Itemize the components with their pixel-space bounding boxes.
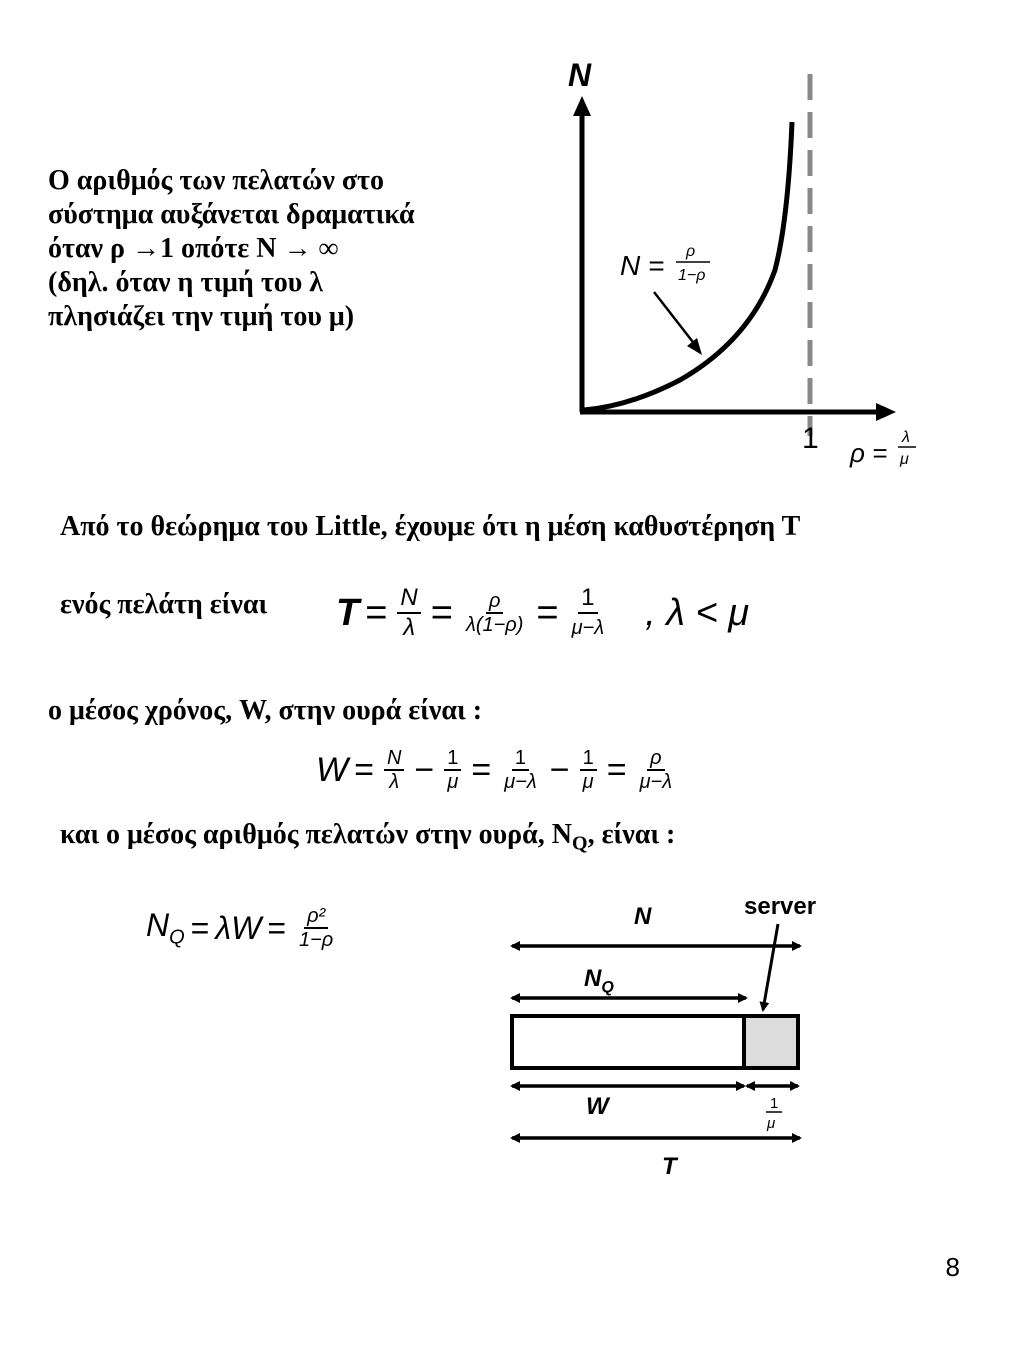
x-axis-label-lhs: ρ =	[850, 438, 888, 468]
w-frac-rho: ρ	[647, 747, 664, 771]
nq-formula-lambda-w: λW	[215, 909, 262, 946]
w-frac-mu-lambda-b: μ−λ	[639, 771, 673, 793]
delay-formula-eq-1: =	[365, 591, 388, 634]
diagram-label-server: server	[744, 893, 817, 920]
delay-formula-eq-2: =	[430, 591, 453, 634]
nq-formula-eq-1: =	[190, 909, 210, 946]
page-number: 8	[945, 1252, 960, 1282]
delay-formula-frac-one	[569, 584, 607, 642]
w-frac-n: N	[384, 747, 404, 771]
x-axis-arrowhead	[876, 403, 896, 421]
diagram-label-mu-numerator: 1	[770, 1095, 779, 1112]
curve-label-lhs: N =	[620, 250, 665, 281]
waiting-formula-w: W	[316, 750, 349, 789]
queue-count-sentence	[60, 818, 675, 861]
server-pointer-arrow	[763, 924, 778, 1010]
intro-line-3-part-b: οπότε Ν → ∞	[174, 233, 339, 264]
queue-count-formula	[146, 898, 340, 958]
diagram-label-w: W	[586, 1093, 609, 1120]
delay-formula-frac-rho	[463, 590, 526, 636]
little-theorem-sentence: Από το θεώρημα του Little, έχουμε ότι η μέση καθυστέρηση Τ	[60, 511, 801, 542]
waiting-formula-eq-2: =	[471, 750, 492, 789]
waiting-formula-frac-rho	[637, 747, 675, 793]
delay-formula-t: T	[336, 591, 360, 634]
diagram-label-nq-n: N	[584, 965, 602, 992]
little-lead-text: ενός πελάτη είναι	[60, 589, 268, 620]
waiting-formula-eq-1: =	[354, 750, 374, 789]
waiting-formula-frac-one-mu-a	[444, 747, 461, 793]
frac-one: 1	[578, 584, 597, 614]
w-frac-mu-lambda-a: μ−λ	[504, 771, 537, 793]
nq-formula-sub: Q	[169, 926, 185, 949]
x-axis-label-numerator: λ	[902, 429, 910, 446]
nq-formula-frac	[296, 905, 336, 951]
waiting-formula-frac-one-mu-lambda	[501, 747, 539, 793]
waiting-formula-frac-n-lambda	[384, 747, 404, 793]
intro-line-2: σύστημα αυξάνεται δραματικά	[48, 199, 415, 230]
x-tick-label-one: 1	[802, 422, 819, 455]
diagram-label-mu-denominator: μ	[767, 1115, 776, 1132]
intro-line-4: (δηλ. όταν η τιμή του λ	[48, 267, 324, 298]
curve-pointer-arrowhead	[687, 338, 702, 355]
waiting-formula-eq-3: =	[606, 750, 627, 789]
curve-label-denominator: 1−ρ	[678, 267, 706, 284]
frac-mu-minus-lambda: μ−λ	[571, 617, 605, 639]
nq-frac-rho-squared: ρ²	[304, 905, 328, 929]
x-axis-label-denominator: μ	[900, 451, 909, 468]
queue-buffer	[512, 1016, 744, 1068]
diagram-label-nq-sub: Q	[601, 979, 614, 996]
waiting-formula	[316, 740, 679, 800]
intro-paragraph	[48, 164, 518, 334]
intro-line-1: Ο αριθμός των πελατών στο	[48, 165, 384, 196]
queue-count-sentence-sub: Q	[572, 832, 588, 855]
waiting-formula-minus-1: −	[414, 750, 435, 789]
frac-rho: ρ	[486, 590, 503, 614]
waiting-formula-minus-2: −	[549, 750, 570, 789]
intro-line-3-part-a: όταν ρ →1	[48, 233, 175, 264]
queue-count-sentence-b: , είναι :	[587, 819, 676, 850]
y-axis-arrowhead	[573, 96, 591, 116]
diagram-label-nq	[584, 965, 614, 996]
waiting-time-sentence: ο μέσος χρόνος, W, στην ουρά είναι :	[48, 695, 483, 726]
diagram-label-n: N	[634, 903, 652, 930]
nq-formula-n: N	[146, 906, 170, 943]
diagram-label-t: T	[662, 1153, 677, 1180]
w-frac-one-a: 1	[444, 747, 461, 771]
w-frac-one-b: 1	[512, 747, 529, 771]
server-box	[744, 1016, 798, 1068]
w-frac-one-c: 1	[580, 747, 597, 771]
curve-pointer-arrow	[654, 292, 696, 346]
delay-formula-condition: , λ < μ	[645, 591, 750, 634]
nq-formula-lhs	[146, 907, 185, 949]
nq-frac-one-minus-rho: 1−ρ	[299, 929, 334, 951]
waiting-formula-frac-one-mu-b	[580, 747, 597, 793]
frac-lambda-one-minus-rho: λ(1−ρ)	[465, 614, 524, 636]
intro-line-5: πλησιάζει την τιμή του μ)	[48, 301, 355, 332]
queue-diagram	[500, 888, 850, 1188]
nq-formula-eq-2: =	[267, 909, 286, 946]
delay-formula-eq-3: =	[536, 591, 559, 634]
delay-formula	[336, 578, 749, 648]
frac-n: N	[397, 584, 420, 614]
n-vs-rho-graph	[550, 50, 940, 480]
w-frac-mu-a: μ	[447, 771, 459, 793]
w-frac-mu-b: μ	[582, 771, 594, 793]
queue-count-sentence-a: και ο μέσος αριθμός πελατών στην ουρά, N	[60, 819, 572, 850]
curve-label-numerator: ρ	[686, 243, 696, 260]
n-curve	[584, 122, 792, 410]
delay-formula-frac-n-lambda	[397, 584, 420, 642]
frac-lambda: λ	[403, 614, 415, 641]
y-axis-label: N	[568, 57, 592, 93]
w-frac-lambda: λ	[389, 771, 400, 793]
intro-line-3	[48, 232, 518, 266]
